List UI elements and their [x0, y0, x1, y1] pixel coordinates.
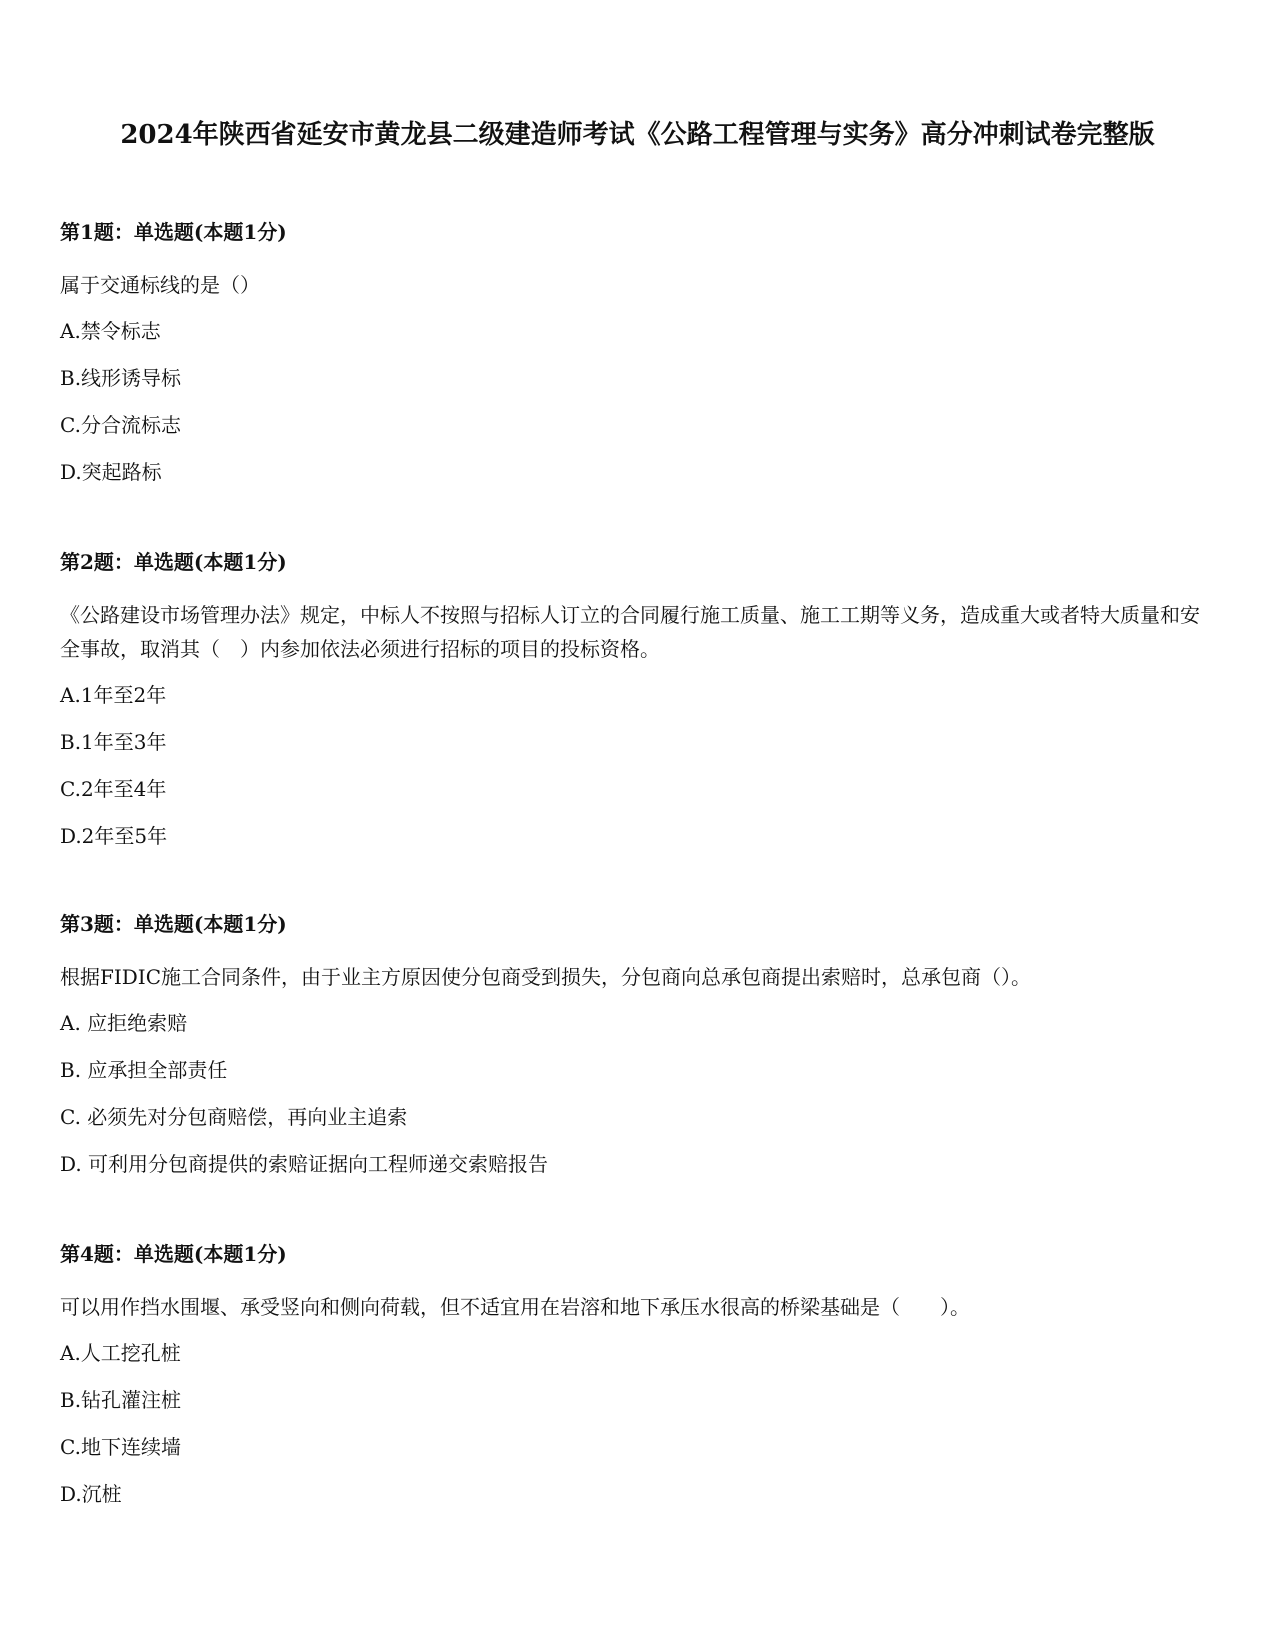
option-a: A.1年至2年 [60, 683, 167, 707]
document-title: 2024年陕西省延安市黄龙县二级建造师考试《公路工程管理与实务》高分冲刺试卷完整版 [120, 120, 1155, 150]
question-2 [60, 548, 1210, 866]
option-b: B.1年至3年 [60, 730, 167, 754]
question-1 [60, 218, 1210, 502]
option-a: A.人工挖孔桩 [60, 1341, 181, 1365]
question-header: 第2题：单选题(本题1分) [60, 550, 287, 574]
option-a: A.禁令标志 [60, 319, 161, 343]
question-stem: 根据FIDIC施工合同条件，由于业主方原因使分包商受到损失，分包商向总承包商提出索赔时，总承包商（）。 [60, 965, 1032, 989]
question-header: 第4题：单选题(本题1分) [60, 1242, 287, 1266]
option-b: B.线形诱导标 [60, 366, 182, 390]
question-stem: 属于交通标线的是（） [60, 273, 260, 297]
option-d: D.沉桩 [60, 1482, 122, 1506]
question-3 [60, 910, 1210, 1194]
question-header: 第3题：单选题(本题1分) [60, 912, 287, 936]
option-d: D.突起路标 [60, 460, 162, 484]
option-b: B. 应承担全部责任 [60, 1058, 228, 1082]
option-d: D. 可利用分包商提供的索赔证据向工程师递交索赔报告 [60, 1152, 549, 1176]
question-stem: 《公路建设市场管理办法》规定，中标人不按照与招标人订立的合同履行施工质量、施工工期等义务，造成重大或者特大质量和安全事故，取消其（ ）内参加依法必须进行招标的项目的投标资格。 [60, 603, 1200, 661]
option-c: C.地下连续墙 [60, 1435, 181, 1459]
option-a: A. 应拒绝索赔 [60, 1011, 188, 1035]
option-d: D.2年至5年 [60, 824, 168, 848]
option-c: C. 必须先对分包商赔偿，再向业主追索 [60, 1105, 408, 1129]
option-b: B.钻孔灌注桩 [60, 1388, 182, 1412]
question-stem: 可以用作挡水围堰、承受竖向和侧向荷载，但不适宜用在岩溶和地下承压水很高的桥梁基础是（ ）。 [60, 1295, 970, 1319]
option-c: C.2年至4年 [60, 777, 167, 801]
option-c: C.分合流标志 [60, 413, 181, 437]
question-4 [60, 1240, 1210, 1524]
question-header: 第1题：单选题(本题1分) [60, 220, 287, 244]
